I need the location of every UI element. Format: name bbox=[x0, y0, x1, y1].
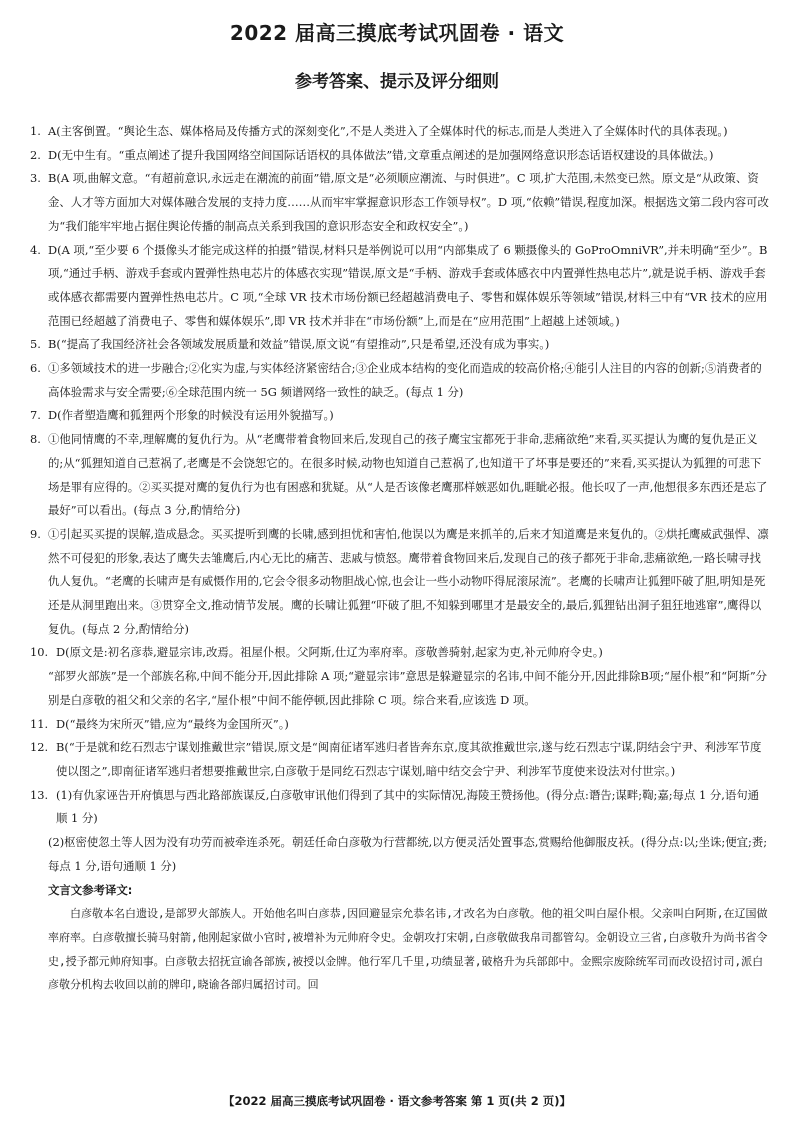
translation-body: 白彦敬本名白遗设,是部罗火部族人。开始他名叫白彦恭,因回避显宗允恭名讳,才改名为白彦敬。他的祖父叫白屋仆根。父亲叫白阿斯,在辽国做率府率。白彦敬擅长骑马射箭,他刚起家做小官时,被增补为元帅府令史。金朝攻打宋朝,白彦敬做我帛司都管勾。金朝设立三省,白彦敬升为尚书省令史,授予都元帅府知事。白彦敬去招抚宣谕各部族,被授以金牌。他行军几千里,功绩显著,破格升为兵部郎中。金熙宗废除统军司而改设招讨司,派白彦敬分机构去收回以前的牌印,晓谕各部归属招讨司。回 bbox=[48, 907, 768, 992]
answer-item-1 bbox=[30, 120, 770, 144]
answer-item-2 bbox=[30, 144, 770, 168]
answer-text: D(原文是:初名彦恭,避显宗讳,改焉。祖屋仆根。父阿斯,仕辽为率府率。彦敬善骑射,起家为吏,补元帅府令史。) bbox=[56, 645, 603, 660]
answer-text: B(“于是就和纥石烈志宁谋划推戴世宗”错误,原文是“闽南征诸军逃归者皆奔东京,度其欲推戴世宗,遂与纥石烈志宁谋,阴结会宁尹、利涉军节度使以图之”,即南征诸军逃归者想要推戴世宗,白彦敬于是同纥石烈志宁谋划,暗中结交会宁尹、利涉军节度使来设法对付世宗。) bbox=[56, 740, 762, 778]
answer-text: ①引起买买提的误解,造成悬念。买买提听到鹰的长啸,感到担忧和害怕,他误以为鹰是来抓羊的,后来才知道鹰是来复仇的。②烘托鹰威武强悍、凛然不可侵犯的形象,表达了鹰失去雏鹰后,内心无比的痛苦、悲戚与愤怒。鹰带着食物回来后,发现自己的孩子都死于非命,悲痛欲绝,一路长啸寻找仇人复仇。“老鹰的长啸声是有威慑作用的,它会令很多动物胆战心惊,也会让一些小动物吓得屁滚尿流”。老鹰的长啸声让狐狸吓破了胆,明知是死还是从洞里跑出来。③贯穿全文,推动情节发展。鹰的长啸让狐狸“吓破了胆,不知躲到哪里才是最安全的,最后,狐狸钻出洞子狙狂地逃窜”,鹰得以复仇。(每点 2 分,酌情给分) bbox=[48, 526, 769, 636]
page-title: 2022 届高三摸底考试巩固卷 · 语文 bbox=[229, 21, 565, 45]
answer-number: 6. bbox=[30, 361, 41, 376]
answer-item-5 bbox=[30, 333, 770, 357]
answer-item-6 bbox=[30, 357, 770, 404]
answer-text: ①多领域技术的进一步融合;②化实为虚,与实体经济紧密结合;③企业成本结构的变化而造成的较高价格;④能引人注目的内容的创新;⑤消费者的高体验需求与安全需要;⑥全球范围内统一 5G 频谱网络一致性的缺乏。(每点 1 分) bbox=[48, 361, 762, 399]
answer-number: 13. bbox=[30, 787, 49, 802]
answer-number: 8. bbox=[30, 432, 41, 447]
translation-heading: 文言文参考译文: bbox=[48, 882, 133, 897]
answer-10-detail: “部罗火部族”是一个部族名称,中间不能分开,因此排除 A 项;“避显宗讳”意思是躲避显宗的名讳,中间不能分开,因此排除B项;“屋仆根”和“阿斯”分别是白彦敬的祖父和父亲的名字,“屋仆根”中间不能停顿,因此排除 C 项。综合来看,应该选 D 项。 bbox=[48, 669, 768, 707]
answer-number: 9. bbox=[30, 526, 41, 541]
answer-number: 11. bbox=[30, 716, 49, 731]
answer-item-4 bbox=[30, 239, 770, 334]
answer-text: B(A 项,曲解文意。“有超前意识,永远走在潮流的前面”错,原文是“必须顺应潮流、与时俱进”。C 项,扩大范围,未然变已然。原文是“从政策、资金、人才等方面加大对媒体融合发展的支持力度……从而牢牢掌握意识形态工作领导权”。D 项,“依赖”错误,程度加深。根据选文第二段内容可改为“我们能牢牢地占据住舆论传播的制高点关系到我国的意识形态安全和政权安全”。) bbox=[48, 171, 769, 233]
answer-number: 1. bbox=[30, 124, 41, 138]
answer-13-part2: (2)枢密使忽土等人因为没有功劳而被牵连杀死。朝廷任命白彦敬为行营都统,以方便灵活处置事态,赏赐给他御服皮袄。(得分点:以;坐诛;便宜;赉;每点 1 分,语句通顺 1 分) bbox=[48, 835, 768, 873]
answer-number: 3. bbox=[30, 171, 41, 186]
answer-text: D(作者塑造鹰和狐狸两个形象的时候没有运用外貌描写。) bbox=[48, 408, 334, 423]
answers-content bbox=[30, 120, 770, 997]
page-subtitle: 参考答案、提示及评分细则 bbox=[295, 72, 499, 92]
answer-text: D(A 项,“至少要 6 个摄像头才能完成这样的拍摄”错误,材料只是举例说可以用“内部集成了 6 颗摄像头的 GoProOmniVR”,并未明确“至少”。B 项,“通过手柄、游戏手套或内置弹性热电芯片的体感衣实现”错误,原文是“手柄、游戏手套或体感衣中内置弹性热电芯片”,就是说手柄、游戏手套或体感衣都需要内置弹性热电芯片。C 项,“全球 VR 技术市场份额已经超越消费电子、零售和媒体娱乐等领域”错误,材料三中有“VR 技术的应用范围已经超越了消费电子、零售和媒体娱乐”,即 VR 技术并非在“市场份额”上,而是在“应用范围”上超越上述领域。) bbox=[48, 242, 768, 328]
answer-text: B(“提高了我国经济社会各领域发展质量和效益”错误,原文说“有望推动”,只是希望,还没有成为事实。) bbox=[48, 337, 550, 352]
answer-item-8 bbox=[30, 428, 770, 523]
answer-item-9 bbox=[30, 523, 770, 642]
answer-text: D(无中生有。“重点阐述了提升我国网络空间国际话语权的具体做法”错,文章重点阐述的是加强网络意识形态话语权建设的具体做法。) bbox=[48, 147, 714, 162]
page-footer: 【2022 届高三摸底考试巩固卷 · 语文参考答案 第 1 页(共 2 页)】 bbox=[223, 1094, 571, 1108]
answer-item-10 bbox=[30, 641, 770, 665]
answer-text: A(主客倒置。“舆论生态、媒体格局及传播方式的深刻变化”,不是人类进入了全媒体时代的标志,而是人类进入了全媒体时代的具体表现。) bbox=[48, 124, 728, 138]
answer-text: ①他同情鹰的不幸,理解鹰的复仇行为。从“老鹰带着食物回来后,发现自己的孩子鹰宝宝都死于非命,悲痛欲绝”来看,买买提认为鹰的复仇是正义的;从“狐狸知道自己惹祸了,老鹰是不会饶恕它的。在很多时候,动物也知道自己惹祸了,也知道干了坏事是要还的”来看,买买提认为狐狸的可悲下场是罪有应得的。②买买提对鹰的复仇行为也有困惑和犹疑。从“人是否该像老鹰那样嫉恶如仇,睚眦必报。他长叹了一声,他想很多东西还是忘了最好”可以看出。(每点 3 分,酌情给分) bbox=[48, 432, 768, 518]
answer-item-3 bbox=[30, 167, 770, 238]
answer-item-12 bbox=[30, 736, 770, 783]
answer-number: 4. bbox=[30, 242, 41, 257]
answer-number: 5. bbox=[30, 337, 41, 352]
answer-item-13 bbox=[30, 784, 770, 831]
answers-list bbox=[30, 120, 770, 641]
answer-number: 12. bbox=[30, 740, 49, 755]
answer-text: D(“最终为宋所灭”错,应为“最终为金国所灭”。) bbox=[56, 716, 289, 731]
answer-number: 10. bbox=[30, 645, 49, 660]
answer-item-7 bbox=[30, 404, 770, 428]
answer-item-11 bbox=[30, 713, 770, 737]
answer-number: 7. bbox=[30, 408, 41, 423]
answer-number: 2. bbox=[30, 147, 41, 162]
answer-text: (1)有仇家诬告开府慎思与西北路部族谋反,白彦敬审讯他们得到了其中的实际情况,海陵王赞扬他。(得分点:谮告;谋畔;鞫;嘉;每点 1 分,语句通顺 1 分) bbox=[56, 787, 759, 826]
